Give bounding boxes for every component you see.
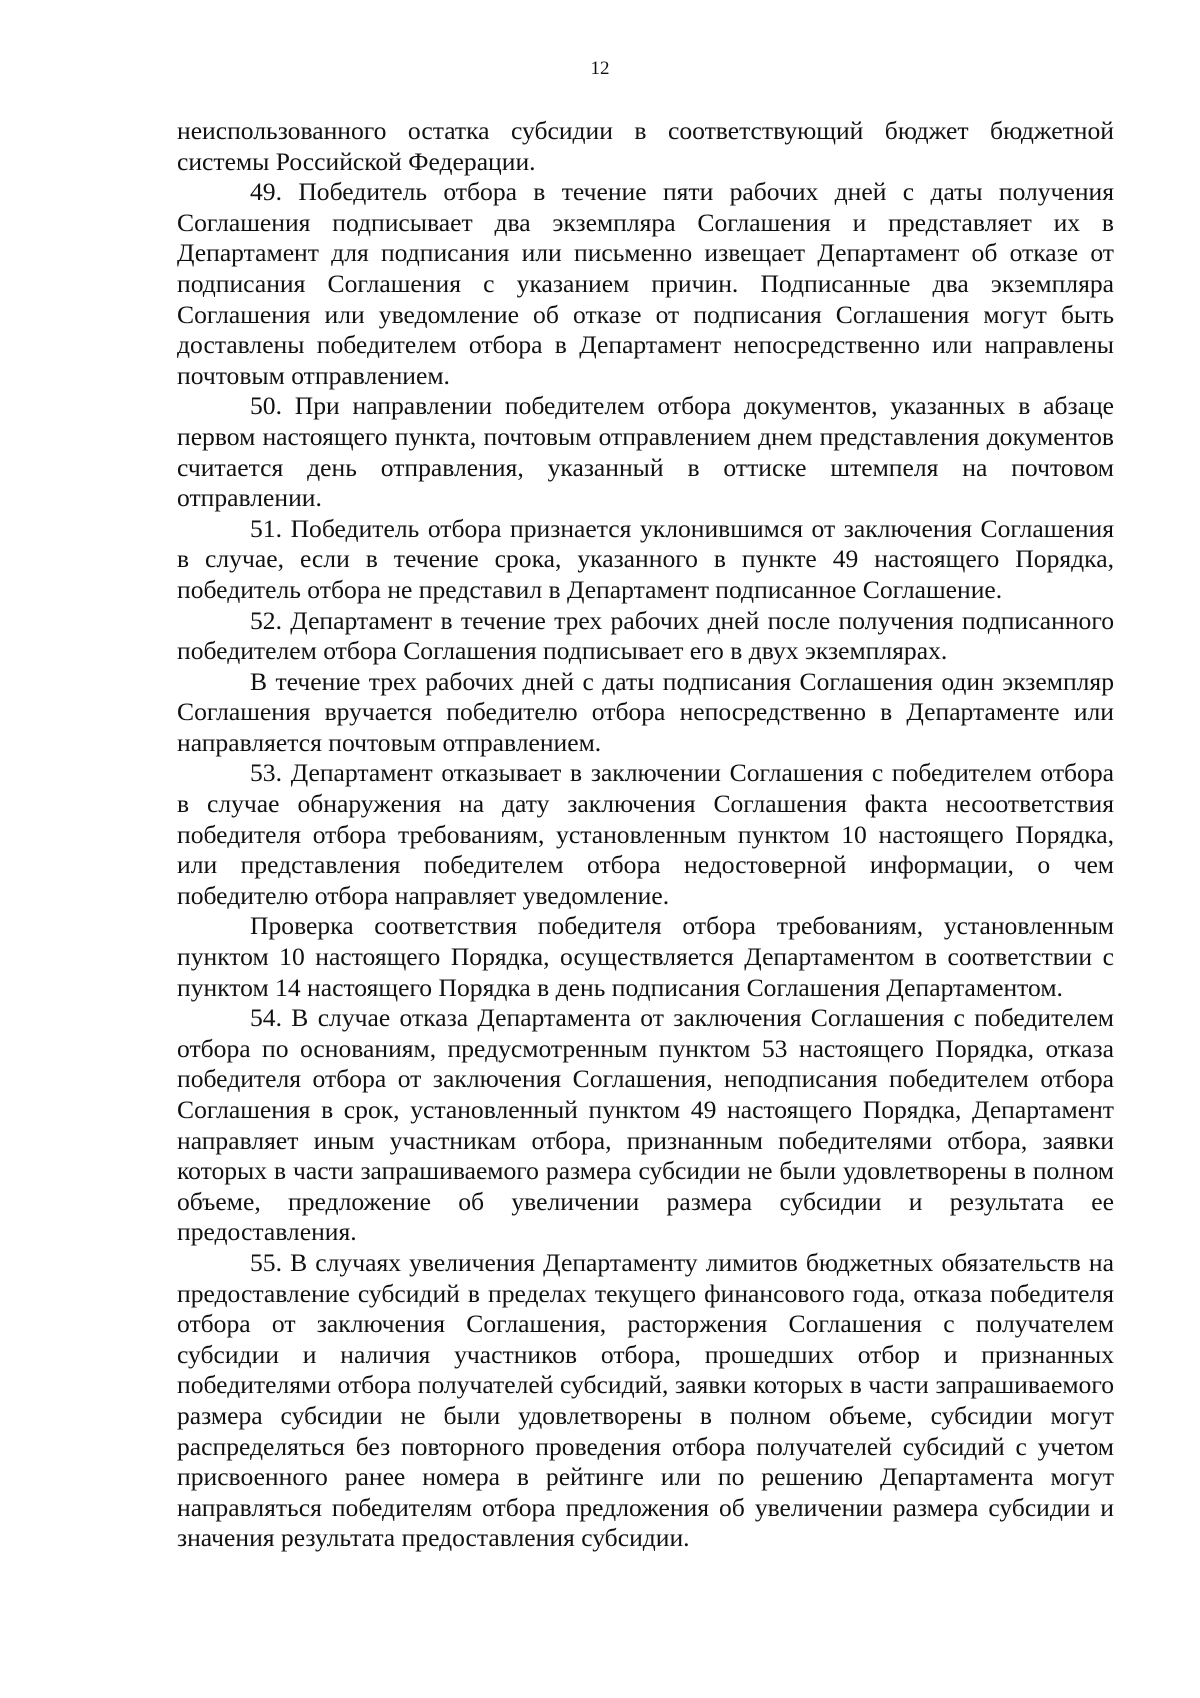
paragraph-52: 52. Департамент в течение трех рабочих дней после получения подписанного победителем отбора Соглашения подписывает его в двух экземплярах. bbox=[177, 605, 1114, 666]
paragraph-49: 49. Победитель отбора в течение пяти рабочих дней с даты получения Соглашения подписывает два экземпляра Соглашения и представляет их в Департамент для подписания или письменно извещает Департамент об отказе от подписания Соглашения с указанием причин. Подписанные два экземпляра Соглашения или уведомление об отказе от подписания Соглашения могут быть доставлены победителем отбора в Департамент непосредственно или направлены почтовым отправлением. bbox=[177, 177, 1114, 390]
paragraph-55: 55. В случаях увеличения Департаменту лимитов бюджетных обязательств на предоставление субсидий в пределах текущего финансового года, отказа победителя отбора от заключения Соглашения, расторжения Соглашения с получателем субсидии и наличия участников отбора, прошедших отбор и признанных победителями отбора получателей субсидий, заявки которых в части запрашиваемого размера субсидии не были удовлетворены в полном объеме, субсидии могут распределяться без повторного проведения отбора получателей субсидий с учетом присвоенного ранее номера в рейтинге или по решению Департамента могут направляться победителям отбора предложения об увеличении размера субсидии и значения результата предоставления субсидии. bbox=[177, 1247, 1114, 1553]
paragraph-53: 53. Департамент отказывает в заключении Соглашения с победителем отбора в случае обнаружения на дату заключения Соглашения факта несоответствия победителя отбора требованиям, установленным пунктом 10 настоящего Порядка, или представления победителем отбора недостоверной информации, о чем победителю отбора направляет уведомление. bbox=[177, 758, 1114, 910]
page-number: 12 bbox=[590, 58, 610, 79]
paragraph-continuation: неиспользованного остатка субсидии в соответствующий бюджет бюджетной системы Российской Федерации. bbox=[177, 116, 1114, 176]
paragraph-52-second: В течение трех рабочих дней с даты подписания Соглашения один экземпляр Соглашения вручается победителю отбора непосредственно в Департаменте или направляется почтовым отправлением. bbox=[177, 666, 1114, 757]
paragraph-54: 54. В случае отказа Департамента от заключения Соглашения с победителем отбора по основаниям, предусмотренным пунктом 53 настоящего Порядка, отказа победителя отбора от заключения Соглашения, неподписания победителем отбора Соглашения в срок, установленный пунктом 49 настоящего Порядка, Департамент направляет иным участникам отбора, признанным победителями отбора, заявки которых в части запрашиваемого размера субсидии не были удовлетворены в полном объеме, предложение об увеличении размера субсидии и результата ее предоставления. bbox=[177, 1003, 1114, 1247]
paragraph-50: 50. При направлении победителем отбора документов, указанных в абзаце первом настоящего пункта, почтовым отправлением днем представления документов считается день отправления, указанный в оттиске штемпеля на почтовом отправлении. bbox=[177, 391, 1114, 513]
paragraph-53-second: Проверка соответствия победителя отбора требованиям, установленным пунктом 10 настоящего Порядка, осуществляется Департаментом в соответствии с пунктом 14 настоящего Порядка в день подписания Соглашения Департаментом. bbox=[177, 911, 1114, 1002]
paragraph-51: 51. Победитель отбора признается уклонившимся от заключения Соглашения в случае, если в течение срока, указанного в пункте 49 настоящего Порядка, победитель отбора не представил в Департамент подписанное Соглашение. bbox=[177, 513, 1114, 604]
document-body bbox=[177, 116, 1114, 1554]
